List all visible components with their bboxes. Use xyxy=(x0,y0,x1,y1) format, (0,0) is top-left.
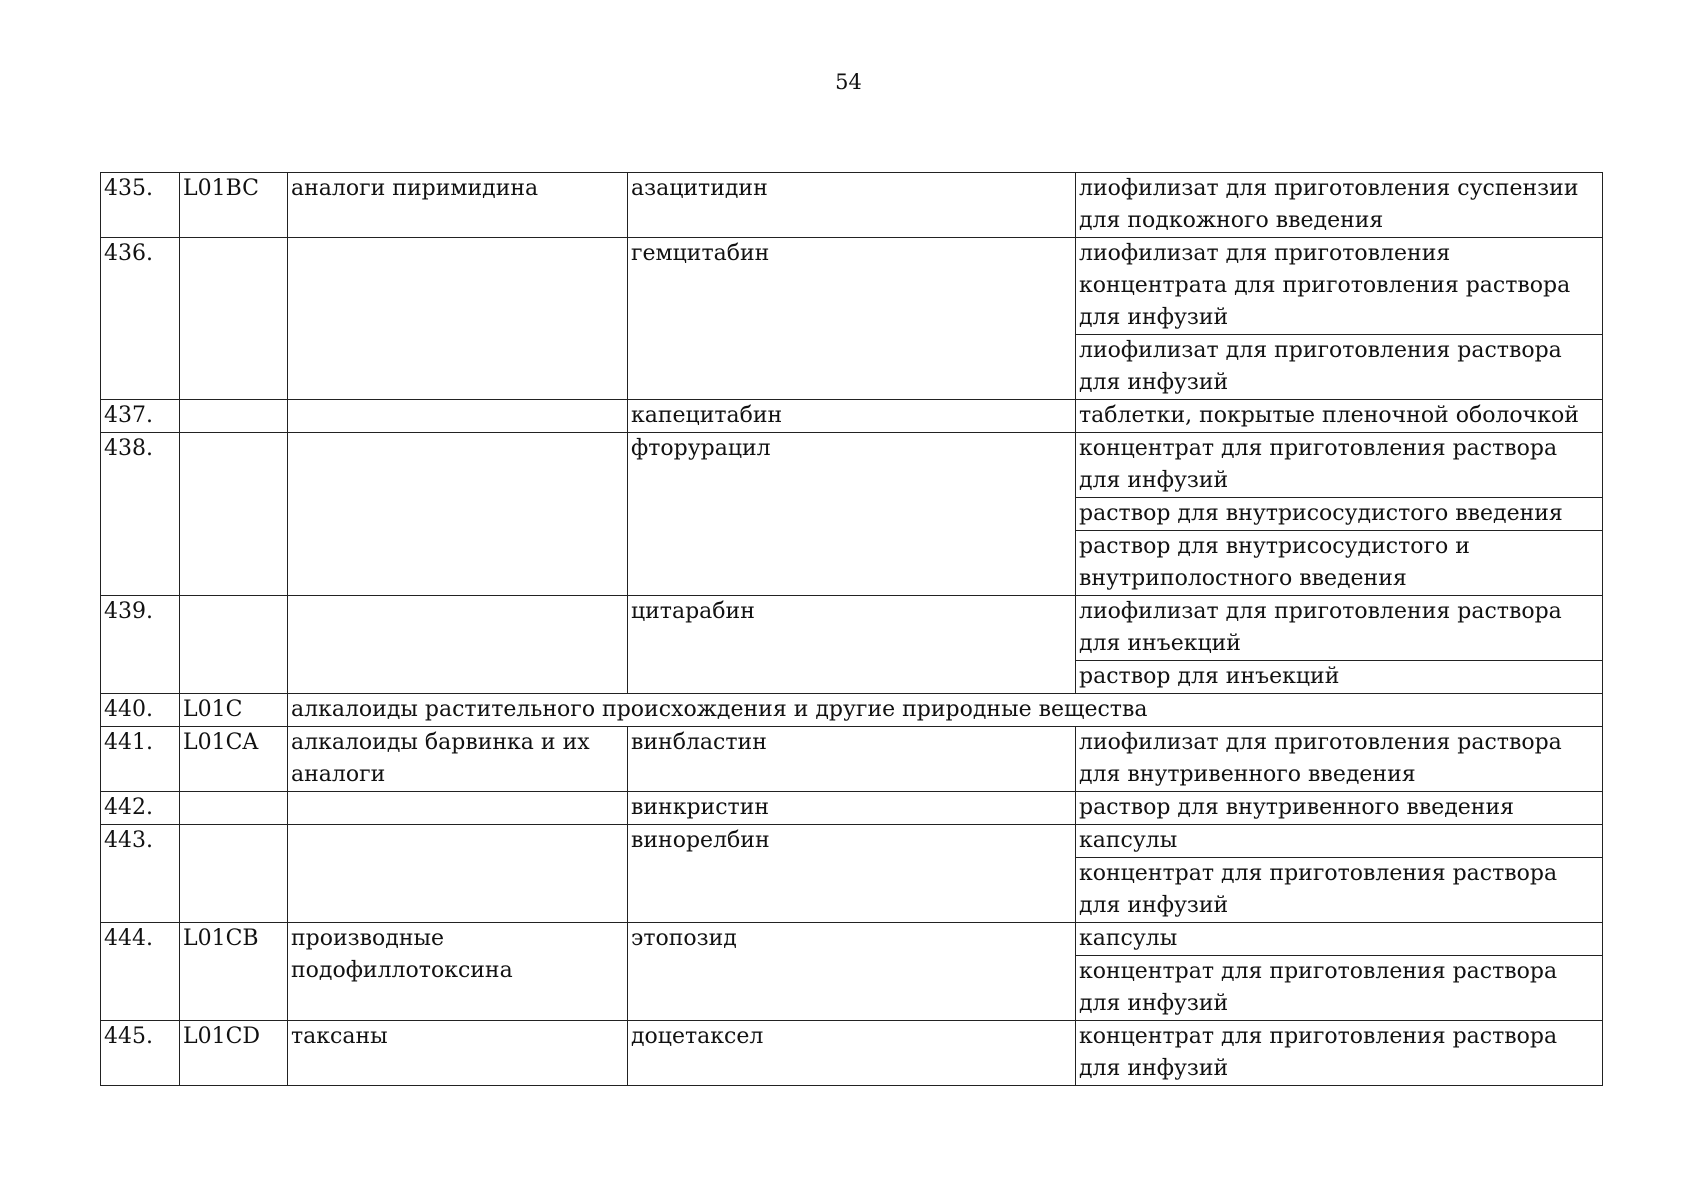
drug-name: винорелбин xyxy=(628,825,1076,923)
atc-code: L01BC xyxy=(180,173,288,238)
row-number: 442. xyxy=(101,792,180,825)
dosage-form: раствор для внутрисосудистого и внутриполостного введения xyxy=(1076,531,1603,596)
drug-name: винкристин xyxy=(628,792,1076,825)
table-row xyxy=(101,238,1603,335)
atc-code: L01CA xyxy=(180,727,288,792)
table-row xyxy=(101,173,1603,238)
row-number: 445. xyxy=(101,1021,180,1086)
group-name xyxy=(288,238,628,400)
atc-code xyxy=(180,433,288,596)
dosage-form: концентрат для приготовления раствора для инфузий xyxy=(1076,1021,1603,1086)
drug-name: азацитидин xyxy=(628,173,1076,238)
group-name: алкалоиды барвинка и их аналоги xyxy=(288,727,628,792)
group-name xyxy=(288,433,628,596)
row-number: 443. xyxy=(101,825,180,923)
dosage-form: раствор для внутрисосудистого введения xyxy=(1076,498,1603,531)
table-row xyxy=(101,923,1603,956)
dosage-form: концентрат для приготовления раствора для инфузий xyxy=(1076,433,1603,498)
table-row xyxy=(101,1021,1603,1086)
atc-code: L01CD xyxy=(180,1021,288,1086)
table-row xyxy=(101,433,1603,498)
dosage-form: капсулы xyxy=(1076,923,1603,956)
drug-name: фторурацил xyxy=(628,433,1076,596)
drug-table xyxy=(100,172,1603,1086)
atc-code: L01CB xyxy=(180,923,288,1021)
page-number: 54 xyxy=(835,70,862,94)
dosage-form: капсулы xyxy=(1076,825,1603,858)
dosage-form: лиофилизат для приготовления раствора для инфузий xyxy=(1076,335,1603,400)
atc-code xyxy=(180,825,288,923)
dosage-form: лиофилизат для приготовления раствора для инъекций xyxy=(1076,596,1603,661)
row-number: 440. xyxy=(101,694,180,727)
dosage-form: лиофилизат для приготовления концентрата для приготовления раствора для инфузий xyxy=(1076,238,1603,335)
dosage-form: концентрат для приготовления раствора для инфузий xyxy=(1076,858,1603,923)
table-row xyxy=(101,400,1603,433)
row-number: 438. xyxy=(101,433,180,596)
row-number: 435. xyxy=(101,173,180,238)
table-row xyxy=(101,825,1603,858)
row-number: 439. xyxy=(101,596,180,694)
group-name xyxy=(288,596,628,694)
drug-name: гемцитабин xyxy=(628,238,1076,400)
table-row xyxy=(101,694,1603,727)
atc-code xyxy=(180,596,288,694)
drug-name: винбластин xyxy=(628,727,1076,792)
atc-code xyxy=(180,792,288,825)
dosage-form: таблетки, покрытые пленочной оболочкой xyxy=(1076,400,1603,433)
row-number: 444. xyxy=(101,923,180,1021)
group-name: аналоги пиримидина xyxy=(288,173,628,238)
table-row xyxy=(101,727,1603,792)
drug-table-container xyxy=(100,172,1602,1086)
row-number: 437. xyxy=(101,400,180,433)
group-name xyxy=(288,792,628,825)
row-number: 441. xyxy=(101,727,180,792)
atc-code: L01C xyxy=(180,694,288,727)
dosage-form: раствор для инъекций xyxy=(1076,661,1603,694)
drug-table-body xyxy=(101,173,1603,1086)
dosage-form: лиофилизат для приготовления суспензии для подкожного введения xyxy=(1076,173,1603,238)
drug-name: цитарабин xyxy=(628,596,1076,694)
group-name: алкалоиды растительного происхождения и другие природные вещества xyxy=(288,694,1603,727)
dosage-form: раствор для внутривенного введения xyxy=(1076,792,1603,825)
atc-code xyxy=(180,400,288,433)
table-row xyxy=(101,792,1603,825)
row-number: 436. xyxy=(101,238,180,400)
atc-code xyxy=(180,238,288,400)
group-name xyxy=(288,400,628,433)
drug-name: этопозид xyxy=(628,923,1076,1021)
drug-name: доцетаксел xyxy=(628,1021,1076,1086)
drug-name: капецитабин xyxy=(628,400,1076,433)
group-name: производные подофиллотоксина xyxy=(288,923,628,1021)
group-name xyxy=(288,825,628,923)
table-row xyxy=(101,596,1603,661)
group-name: таксаны xyxy=(288,1021,628,1086)
dosage-form: лиофилизат для приготовления раствора для внутривенного введения xyxy=(1076,727,1603,792)
dosage-form: концентрат для приготовления раствора для инфузий xyxy=(1076,956,1603,1021)
